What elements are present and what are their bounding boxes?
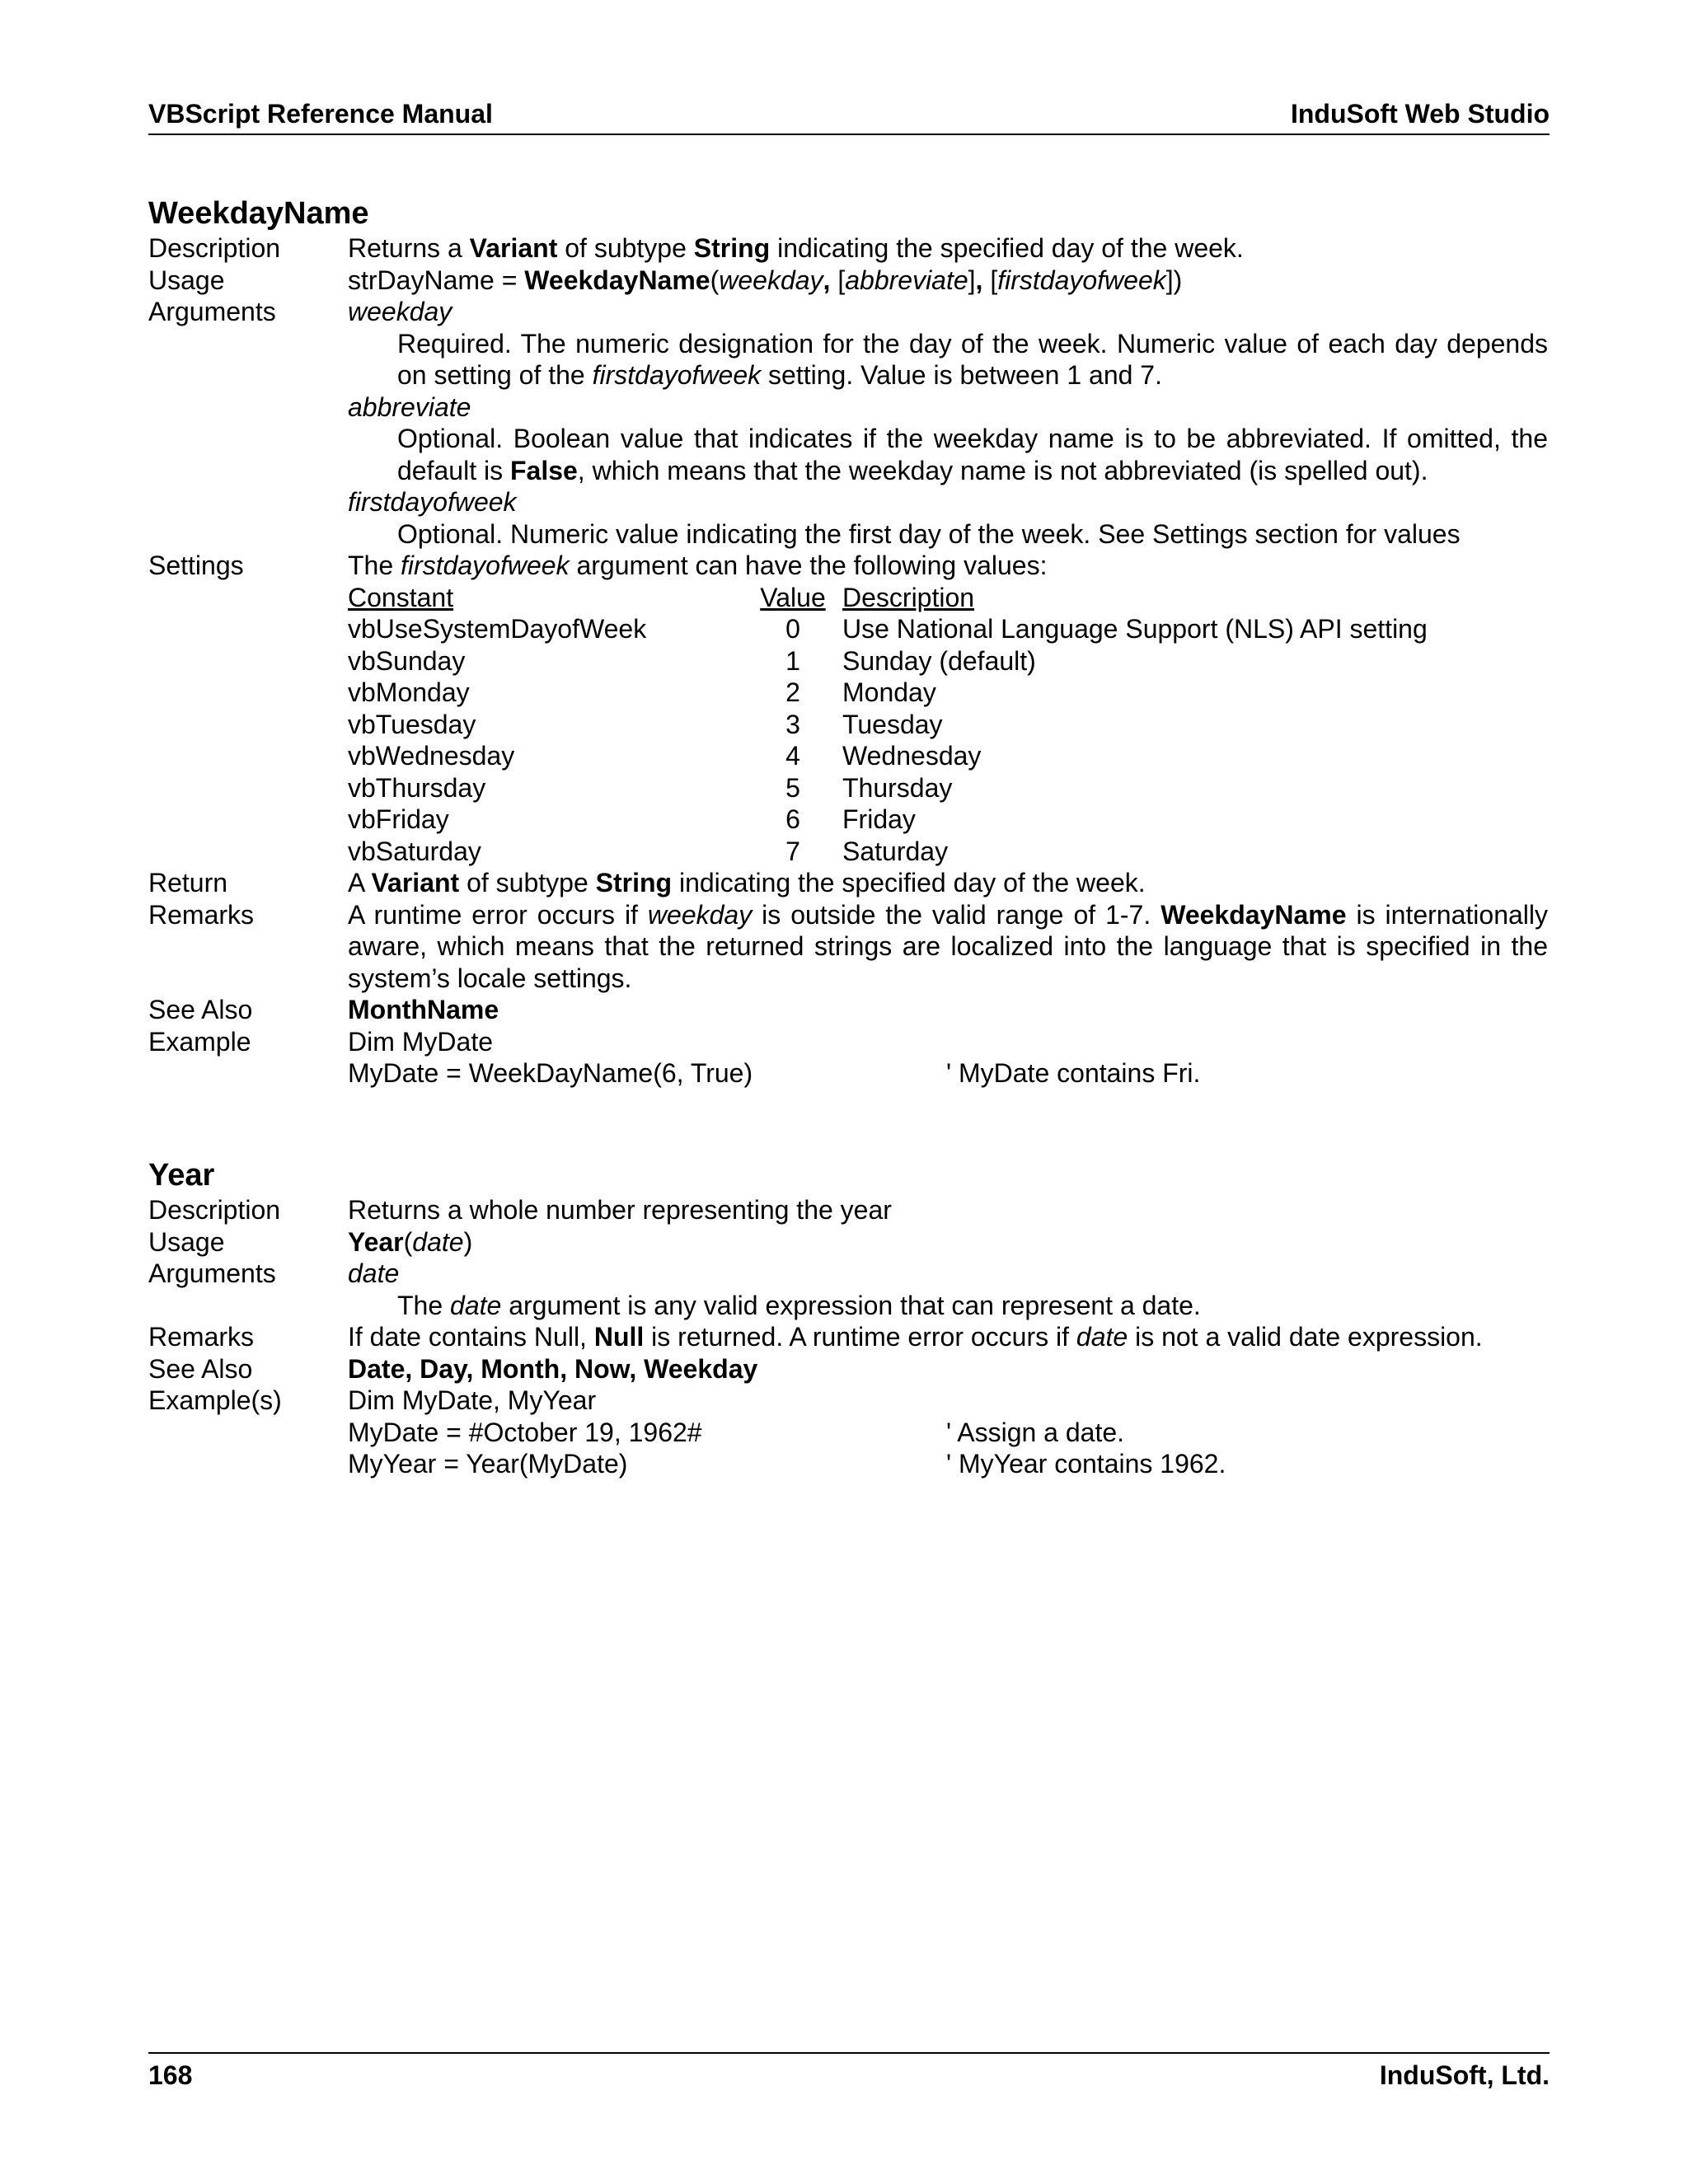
table-cell-value: 4: [785, 741, 800, 771]
usage-row: [148, 265, 1550, 297]
table-cell-description: Thursday: [842, 772, 953, 803]
arg-desc-weekday: Required. The numeric designation for the day of the week. Numeric value of each day depends on setting of the firstdayofweek setting. Value is between 1 and 7.: [397, 328, 1548, 390]
settings-label: Settings: [148, 551, 244, 580]
example-code: [348, 1026, 1548, 1090]
table-cell-constant: vbTuesday: [348, 709, 476, 739]
table-header-constant: Constant: [348, 582, 454, 612]
usage-label: Usage: [148, 1226, 225, 1257]
weekdayname-heading: WeekdayName: [148, 196, 369, 231]
example-row: [148, 1026, 1550, 1090]
usage-syntax: Year(date): [348, 1226, 473, 1257]
page-header: [148, 97, 1550, 135]
header-product-name: InduSoft Web Studio: [1290, 99, 1550, 129]
arg-name-date: date: [348, 1258, 400, 1288]
return-label: Return: [148, 868, 228, 898]
document-page: [148, 0, 1550, 2184]
year-heading: Year: [148, 1158, 215, 1193]
settings-table: [348, 582, 1548, 868]
code-comment: ' MyYear contains 1962.: [946, 1449, 1226, 1479]
remarks-text: If date contains Null, Null is returned. A runtime error occurs if date is not a valid date expression.: [348, 1322, 1483, 1352]
description-text: Returns a whole number representing the year: [348, 1195, 892, 1225]
table-cell-value: 0: [785, 614, 800, 644]
code-line: Dim MyDate, MyYear: [348, 1385, 597, 1415]
arguments-row: [148, 296, 1550, 550]
return-text: A Variant of subtype String indicating the specified day of the week.: [348, 868, 1146, 898]
arguments-label: Arguments: [148, 297, 276, 326]
code-line: Dim MyDate: [348, 1026, 494, 1057]
page-footer: [148, 2052, 1550, 2095]
table-cell-constant: vbMonday: [348, 677, 470, 707]
table-header-description: Description: [842, 582, 975, 612]
table-cell-constant: vbWednesday: [348, 741, 515, 771]
page-number: 168: [148, 2060, 193, 2090]
table-cell-constant: vbFriday: [348, 804, 449, 834]
see-also-row: [148, 1353, 1550, 1385]
usage-label: Usage: [148, 265, 225, 295]
table-cell-description: Monday: [842, 677, 936, 707]
code-comment: ' Assign a date.: [946, 1417, 1125, 1447]
arg-desc-firstdayofweek: Optional. Numeric value indicating the first day of the week. See Settings section for values: [397, 518, 1461, 549]
remarks-text: A runtime error occurs if weekday is outside the valid range of 1-7. WeekdayName is internationally aware, which means that the returned strings are localized into the language that is specified in the system’s locale settings.: [348, 899, 1549, 993]
example-code: [348, 1385, 1548, 1480]
usage-syntax: strDayName = WeekdayName(weekday, [abbreviate], [firstdayofweek]): [348, 265, 1183, 295]
table-cell-constant: vbSunday: [348, 645, 466, 676]
arg-name-firstdayofweek: firstdayofweek: [348, 487, 517, 517]
table-cell-description: Wednesday: [842, 741, 982, 771]
code-comment: [946, 1026, 1548, 1058]
code-line: MyDate = WeekDayName(6, True): [348, 1058, 753, 1088]
see-also-label: See Also: [148, 995, 253, 1024]
settings-intro: The firstdayofweek argument can have the following values:: [348, 551, 1048, 580]
remarks-row: [148, 899, 1550, 995]
see-also-label: See Also: [148, 1353, 253, 1384]
code-line: MyDate = #October 19, 1962#: [348, 1417, 702, 1447]
header-manual-title: VBScript Reference Manual: [148, 99, 493, 129]
arg-name-abbreviate: abbreviate: [348, 391, 471, 422]
table-cell-constant: vbThursday: [348, 772, 486, 803]
table-cell-constant: vbUseSystemDayofWeek: [348, 614, 647, 644]
description-row: [148, 232, 1550, 265]
code-comment: [946, 1385, 1548, 1417]
arguments-label: Arguments: [148, 1258, 276, 1288]
table-header-value: Value: [760, 582, 826, 612]
table-cell-constant: vbSaturday: [348, 836, 481, 866]
table-cell-description: Sunday (default): [842, 645, 1036, 676]
description-text: Returns a Variant of subtype String indicating the specified day of the week.: [348, 233, 1244, 263]
table-cell-description: Friday: [842, 804, 916, 834]
table-cell-value: 3: [785, 709, 800, 739]
see-also-links[interactable]: Date, Day, Month, Now, Weekday: [348, 1353, 758, 1384]
return-row: [148, 867, 1550, 899]
description-label: Description: [148, 233, 281, 263]
table-cell-value: 1: [785, 645, 800, 676]
settings-row: [148, 550, 1550, 867]
arg-desc-abbreviate: Optional. Boolean value that indicates if the weekday name is to be abbreviated. If omitted, the default is False, which means that the weekday name is not abbreviated (is spelled out).: [397, 424, 1548, 485]
remarks-row: [148, 1321, 1550, 1353]
year-section: [148, 1156, 1550, 1480]
footer-company: InduSoft, Ltd.: [1379, 2060, 1550, 2090]
weekdayname-section: [148, 194, 1550, 1090]
code-line: MyYear = Year(MyDate): [348, 1449, 628, 1479]
table-cell-value: 5: [785, 772, 800, 803]
remarks-label: Remarks: [148, 899, 255, 930]
table-cell-description: Saturday: [842, 836, 949, 866]
arg-desc-date: The date argument is any valid expression that can represent a date.: [397, 1290, 1201, 1320]
description-row: [148, 1194, 1550, 1226]
table-cell-description: Tuesday: [842, 709, 943, 739]
remarks-label: Remarks: [148, 1322, 255, 1352]
arguments-row: [148, 1258, 1550, 1321]
description-label: Description: [148, 1195, 281, 1225]
example-label: Example: [148, 1026, 251, 1057]
arg-name-weekday: weekday: [348, 297, 452, 326]
see-also-link[interactable]: MonthName: [348, 995, 499, 1024]
table-cell-value: 6: [785, 804, 800, 834]
usage-row: [148, 1226, 1550, 1258]
table-cell-description: Use National Language Support (NLS) API setting: [842, 614, 1428, 644]
example-label: Example(s): [148, 1385, 282, 1415]
table-cell-value: 2: [785, 677, 800, 707]
table-cell-value: 7: [785, 836, 800, 866]
code-comment: ' MyDate contains Fri.: [946, 1058, 1201, 1088]
see-also-row: [148, 994, 1550, 1026]
example-row: [148, 1385, 1550, 1480]
